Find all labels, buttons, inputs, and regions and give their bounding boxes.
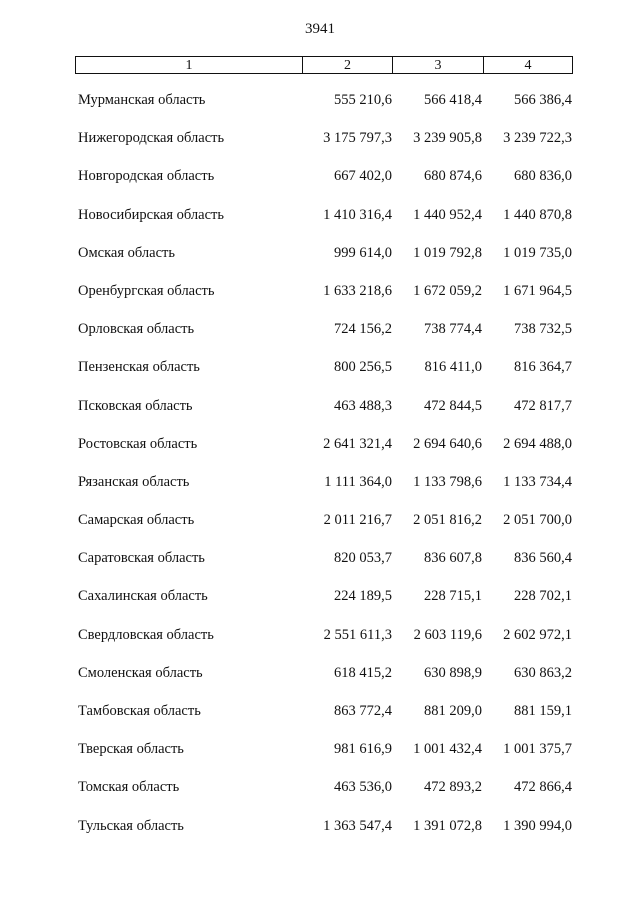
value-col-2: 463 536,0 (334, 779, 392, 796)
value-col-4: 1 019 735,0 (503, 244, 572, 261)
value-col-2: 463 488,3 (334, 397, 392, 414)
table-row (0, 501, 640, 539)
value-col-4: 2 694 488,0 (503, 435, 572, 452)
region-name: Пензенская область (78, 359, 200, 376)
value-col-3: 472 844,5 (424, 397, 482, 414)
value-col-3: 1 391 072,8 (413, 817, 482, 834)
value-col-4: 3 239 722,3 (503, 130, 572, 147)
region-name: Сахалинская область (78, 588, 208, 605)
region-name: Саратовская область (78, 550, 205, 567)
value-col-2: 981 616,9 (334, 741, 392, 758)
value-col-2: 1 633 218,6 (323, 282, 392, 299)
value-col-4: 1 390 994,0 (503, 817, 572, 834)
value-col-4: 1 001 375,7 (503, 741, 572, 758)
value-col-4: 816 364,7 (514, 359, 572, 376)
value-col-2: 667 402,0 (334, 168, 392, 185)
value-col-3: 1 001 432,4 (413, 741, 482, 758)
region-name: Псковская область (78, 397, 193, 414)
value-col-4: 472 866,4 (514, 779, 572, 796)
value-col-3: 1 019 792,8 (413, 244, 482, 261)
region-name: Мурманская область (78, 92, 206, 108)
value-col-2: 1 111 364,0 (324, 473, 392, 490)
column-header-4: 4 (524, 58, 532, 73)
table-row (0, 807, 640, 845)
table-body (0, 81, 640, 845)
value-col-2: 800 256,5 (334, 359, 392, 376)
value-col-4: 630 863,2 (514, 664, 572, 681)
value-col-4: 1 440 870,8 (503, 206, 572, 223)
value-col-3: 2 603 119,6 (413, 626, 482, 643)
page-number: 3941 (305, 21, 335, 37)
value-col-3: 3 239 905,8 (413, 130, 482, 147)
value-col-3: 881 209,0 (424, 703, 482, 719)
value-col-4: 1 671 964,5 (503, 282, 572, 299)
value-col-4: 2 051 700,0 (503, 512, 572, 529)
table-row (0, 348, 640, 386)
value-col-3: 472 893,2 (424, 779, 482, 796)
value-col-2: 618 415,2 (334, 664, 392, 681)
region-name: Томская область (78, 779, 180, 796)
region-name: Смоленская область (78, 664, 203, 681)
table-row (0, 768, 640, 806)
value-col-2: 1 410 316,4 (323, 206, 392, 223)
value-col-2: 1 363 547,4 (323, 817, 392, 834)
value-col-3: 566 418,4 (424, 92, 482, 108)
table-row (0, 196, 640, 234)
value-col-2: 863 772,4 (334, 703, 392, 719)
value-col-3: 738 774,4 (424, 321, 482, 338)
table-row (0, 387, 640, 425)
table-row (0, 310, 640, 348)
region-name: Тульская область (78, 817, 184, 834)
column-header-2: 2 (303, 57, 393, 73)
value-col-3: 1 440 952,4 (413, 206, 482, 223)
region-name: Ростовская область (78, 435, 198, 452)
value-col-4: 472 817,7 (514, 397, 572, 414)
value-col-2: 224 189,5 (334, 588, 392, 605)
value-col-3: 1 133 798,6 (413, 473, 482, 490)
table-row (0, 577, 640, 615)
value-col-4: 881 159,1 (514, 703, 572, 719)
column-header-1: 1 (76, 57, 303, 73)
region-name: Рязанская область (78, 473, 190, 490)
value-col-4: 680 836,0 (514, 168, 572, 185)
region-name: Оренбургская область (78, 282, 215, 299)
table-row (0, 157, 640, 195)
value-col-4: 1 133 734,4 (503, 473, 572, 490)
value-col-2: 2 551 611,3 (323, 626, 392, 643)
value-col-3: 2 051 816,2 (413, 512, 482, 529)
region-name: Свердловская область (78, 626, 214, 643)
value-col-3: 836 607,8 (424, 550, 482, 567)
value-col-3: 228 715,1 (424, 588, 482, 605)
table-row (0, 425, 640, 463)
region-name: Самарская область (78, 512, 195, 529)
value-col-4: 228 702,1 (514, 588, 572, 605)
table-row (0, 692, 640, 730)
region-name: Орловская область (78, 321, 195, 338)
column-header-row (75, 56, 573, 74)
value-col-2: 724 156,2 (334, 321, 392, 338)
value-col-3: 2 694 640,6 (413, 435, 482, 452)
table-row (0, 272, 640, 310)
value-col-4: 566 386,4 (514, 92, 572, 108)
region-name: Новгородская область (78, 168, 215, 185)
value-col-3: 680 874,6 (424, 168, 482, 185)
region-name: Нижегородская область (78, 130, 225, 147)
table-row (0, 654, 640, 692)
region-name: Новосибирская область (78, 206, 224, 223)
column-header-3: 3 (393, 57, 484, 73)
value-col-2: 820 053,7 (334, 550, 392, 567)
value-col-3: 816 411,0 (424, 359, 482, 376)
table-row (0, 730, 640, 768)
table-row (0, 539, 640, 577)
value-col-3: 1 672 059,2 (413, 282, 482, 299)
value-col-3: 630 898,9 (424, 664, 482, 681)
table-row (0, 463, 640, 501)
table-row (0, 119, 640, 157)
value-col-4: 738 732,5 (514, 321, 572, 338)
region-name: Тамбовская область (78, 703, 201, 719)
value-col-2: 999 614,0 (334, 244, 392, 261)
table-row (0, 81, 640, 119)
region-name: Омская область (78, 244, 175, 261)
value-col-4: 2 602 972,1 (503, 626, 572, 643)
region-name: Тверская область (78, 741, 184, 758)
value-col-2: 555 210,6 (334, 92, 392, 108)
value-col-2: 2 641 321,4 (323, 435, 392, 452)
table-row (0, 234, 640, 272)
value-col-2: 2 011 216,7 (323, 512, 392, 529)
value-col-2: 3 175 797,3 (323, 130, 392, 147)
value-col-4: 836 560,4 (514, 550, 572, 567)
table-row (0, 616, 640, 654)
